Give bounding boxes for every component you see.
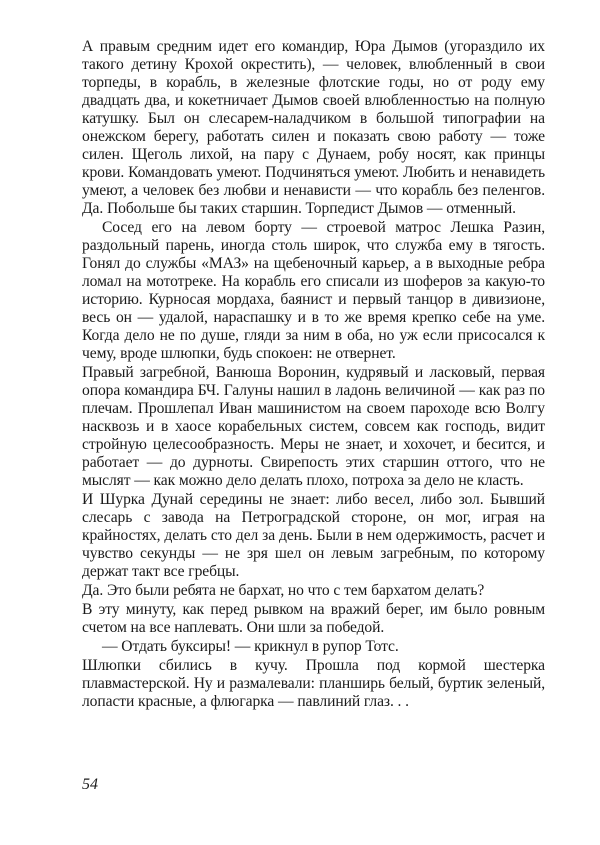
paragraph-8: Шлюпки сбились в кучу. Прошла под кормой шестерка плавмастерской. Ну и размалевали: планширь белый, буртик зеленый, лопасти красные, а флюгарка — павлиний глаз. . . bbox=[82, 657, 545, 710]
paragraph-7: — Отдать буксиры! — крикнул в рупор Тотс. bbox=[102, 638, 399, 655]
paragraph-5: Да. Это были ребята не бархат, но что с тем бархатом делать? bbox=[82, 582, 485, 599]
paragraph-2: Сосед его на левом борту — строевой матрос Лешка Разин, раздольный парень, иногда столь широк, что служба ему в тягость. Гонял до службы «МАЗ» на щебеночный карьер, а в выходные ребра ломал на мототреке. На корабль его списали из шоферов за какую-то историю. Курносая мордаха, баянист и первый танцор в дивизионе, весь он — удалой, нараспашку и в то же время крепко себе на уме. Когда дело не по душе, гляди за ним в оба, но уж если присосался к чему, вроде шлюпки, будь спокоен: не отвернет. bbox=[82, 219, 545, 362]
paragraph-6: В эту минуту, как перед рывком на вражий берег, им было ровным счетом на все наплевать. Они шли за победой. bbox=[82, 601, 545, 636]
page-body bbox=[82, 38, 545, 711]
page-number: 54 bbox=[82, 776, 98, 793]
paragraph-1: А правым средним идет его командир, Юра Дымов (угораздило их такого детину Крохой окрестить), — человек, влюбленный в свои торпеды, в корабль, в железные флотские годы, но от роду ему двадцать два, и кокетничает Дымов своей влюбленностью на полную катушку. Был он слесарем-наладчиком в большой типографии на онежском берегу, работать силен и показать свою работу — тоже силен. Щеголь лихой, на пару с Дунаем, робу носят, как принцы крови. Командовать умеют. Подчиняться умеют. Любить и ненавидеть умеют, а человек без любви и ненависти — что корабль без пеленгов. Да. Побольше бы таких старшин. Торпедист Дымов — отменный. bbox=[82, 38, 545, 217]
paragraph-3: Правый загребной, Ванюша Воронин, кудрявый и ласковый, первая опора командира БЧ. Галуны нашил в ладонь величиной — как раз по плечам. Прошлепал Иван машинистом на своем пароходе всю Волгу насквозь и в хаосе корабельных систем, совсем как господь, видит стройную целесообразность. Меры не знает, и хохочет, и бесится, и работает — до дурноты. Свирепость этих старшин оттого, что не мыслят — как можно дело делать плохо, потроха за дело не класть. bbox=[82, 364, 545, 489]
paragraph-4: И Шурка Дунай середины не знает: либо весел, либо зол. Бывший слесарь с завода на Петроградской стороне, он мог, играя на крайностях, делать сто дел за день. Были в нем одержимость, расчет и чувство секунды — не зря шел он левым загребным, по которому держат такт все гребцы. bbox=[82, 491, 545, 580]
